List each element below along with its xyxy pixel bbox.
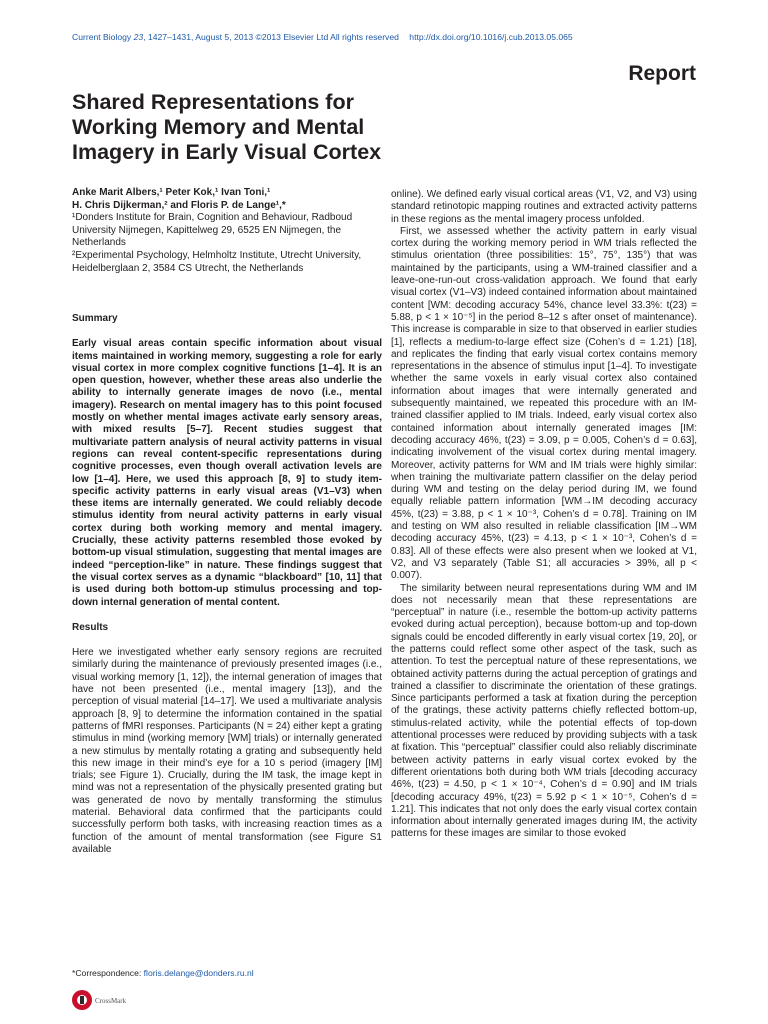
right-column	[391, 189, 697, 841]
correspondence-note	[72, 968, 254, 978]
right-paragraph-1: First, we assessed whether the activity pattern in early visual cortex during the working memory period in WM trials reflected the stimulus orientation (three possibilities: 15°, 75°, 135°) that was maintained by the participants, using a WM-trained classifier and a leave-one-run-out cross-validation approach. We found that early visual cortex (V1–V3) indeed contained information about maintained content [WM: decoding accuracy 54%, chance level 33.3%: t(23) = 5.88, p < 1 × 10⁻⁵] in the period 8–12 s after onset of maintenance). This increase is comparable in size to that observed in earlier studies [1], reflects a medium-to-large effect size (Cohen’s d = 1.21) [18], and replicates the finding that early visual cortex contains memory representations in the absence of stimulus input [1–4]. To investigate whether the same voxels in early visual cortex also contained information about images that were internally generated and subsequently maintained, we repeated this procedure with an IM-trained classifier applied to IM trials. Indeed, early visual cortex also contained information about internally generated images [IM: decoding accuracy 46%, t(23) = 3.09, p = 0.005, Cohen’s d = 0.63], indicating involvement of the visual cortex during mental imagery. Moreover, activity patterns for WM and IM trials were highly similar: when training the multivariate pattern classifier on the delay period during WM and testing on the delay period during IM, we found equally reliable pattern information [WM→IM decoding accuracy 45%, t(23) = 3.88, p < 1 × 10⁻³, Cohen’s d = 0.78]. Training on IM and testing on WM also resulted in reliable classification [IM→WM decoding accuracy 45%, t(23) = 4.13, p < 1 × 10⁻³, Cohen’s d = 0.83]. All of these effects were also present when we looked at V1, V2, and V3 separately (Table S1; all accuracies > 39%, all p < 0.007).	[391, 225, 697, 582]
right-paragraph-0: online). We defined early visual cortical areas (V1, V2, and V3) using standard retinotopic mapping routines and extracted activity patterns in these regions as the mental imagery process unfolded.	[391, 189, 697, 225]
correspondence-email[interactable]: floris.delange@donders.ru.nl	[143, 968, 254, 978]
crossmark-logo[interactable]	[72, 987, 132, 1013]
affiliation-2: ²Experimental Psychology, Helmholtz Institute, Utrecht University, Heidelberglaan 2, 3584 CS Utrecht, the Netherlands	[72, 249, 362, 274]
summary-text: Early visual areas contain specific information about visual items maintained in working memory, suggesting a role for early visual cortex in more complex cognitive functions [1–4]. It is an open question, however, whether these areas also underlie the ability to internally generate images de novo (i.e., mental imagery). Research on mental imagery has to this point focused mostly on whether mental images activate early sensory areas, with mixed results [5–7]. Recent studies suggest that multivariate pattern analysis of neural activity patterns in visual regions can reveal content-specific representations during cognitive processes, even though overall activation levels are low [1–4]. Here, we used this approach [8, 9] to study item-specific activity patterns in early visual areas (V1–V3) when these items are internally generated. We could reliably decode stimulus identity from neural activity patterns in early visual cortex during both working memory and mental imagery. Crucially, these activity patterns resembled those evoked by bottom-up visual stimulation, suggesting that mental images are indeed “perception-like” in nature. These findings suggest that the visual cortex serves as a dynamic “blackboard” [10, 11] that is used during both bottom-up stimulus processing and top-down internal generation of mental content.	[72, 338, 382, 608]
summary-heading: Summary	[72, 313, 118, 324]
crossmark-label: CrossMark	[95, 997, 127, 1005]
affiliation-1: ¹Donders Institute for Brain, Cognition and Behaviour, Radboud University Nijmegen, Kapittelweg 29, 6525 EN Nijmegen, the Netherlands	[72, 212, 353, 249]
left-column	[72, 313, 382, 856]
doi-link[interactable]: http://dx.doi.org/10.1016/j.cub.2013.05.065	[409, 32, 573, 42]
results-text: Here we investigated whether early sensory regions are recruited similarly during the maintenance of previously presented images (i.e., visual working memory [1, 12]), the internal generation of images that have not been presented (i.e., mental imagery [13]), and the perception of visual material [14–17]. We used a multivariate analysis approach [8, 9] to determine the information contained in the spatial patterns of fMRI responses. Participants (N = 24) either kept a grating stimulus in mind (working memory [WM] trials) or internally generated a new stimulus by mentally rotating a grating and subsequently held this new image in their mind’s eye for a 10 s period (imagery [IM] trials; see Figure 1). Crucially, during the IM task, the image kept in mind was not a representation of the physically presented grating but was generated de novo by mentally transforming the stimulus material. Behavioral data confirmed that the participants could successfully perform both tasks, with increasing reaction times as a function of the amount of mental transformation (see Figure S1 available	[72, 647, 382, 855]
article-type-label: Report	[628, 62, 696, 85]
journal-volume: 23	[133, 32, 144, 42]
author-names-line-1: Anke Marit Albers,¹ Peter Kok,¹ Ivan Toni,¹	[72, 187, 271, 198]
crossmark-icon	[72, 987, 132, 1013]
journal-name: Current Biology	[72, 32, 132, 42]
author-names-line-2: H. Chris Dijkerman,² and Floris P. de Lange¹,*	[72, 199, 286, 211]
correspondence-label: *Correspondence:	[72, 968, 144, 978]
article-title: Shared Representations for Working Memory and Mental Imagery in Early Visual Cortex	[72, 90, 382, 164]
results-heading: Results	[72, 621, 109, 633]
journal-citation: , 1427–1431, August 5, 2013 ©2013 Elsevier Ltd All rights reserved	[143, 32, 399, 42]
right-paragraph-2: The similarity between neural representations during WM and IM does not necessarily mean that these representations are “perceptual” in nature (i.e., resemble the bottom-up activity patterns evoked during actual perception), because bottom-up and top-down signals could be encoded differently in early visual cortex [19, 20], or the patterns could reflect some other aspect of the task, such as attention. To test the perceptual nature of these representations, we obtained activity patterns during the actual perception of gratings and trained a classifier to discriminate the orientation of these gratings. Since participants performed a task at fixation during the perception of the gratings, these activity patterns chiefly reflected bottom-up, stimulus-related activity, while the potential effects of top-down attentional processes were reduced by providing subjects with a task at fixation. This “perceptual” classifier could also reliably discriminate between activity patterns in early visual cortex evoked by the different orientations both during both WM trials [decoding accuracy 46%, t(23) = 4.50, p < 1 × 10⁻⁴, Cohen’s d = 0.90] and IM trials [decoding accuracy 49%, t(23) = 5.92 p < 1 × 10⁻⁵, Cohen’s d = 1.21]. This indicates that not only does the early visual cortex contain information about internally generated images during IM, the activity patterns for these images are similar to those evoked	[391, 582, 697, 840]
author-block	[72, 187, 382, 275]
journal-citation-line	[72, 32, 573, 42]
